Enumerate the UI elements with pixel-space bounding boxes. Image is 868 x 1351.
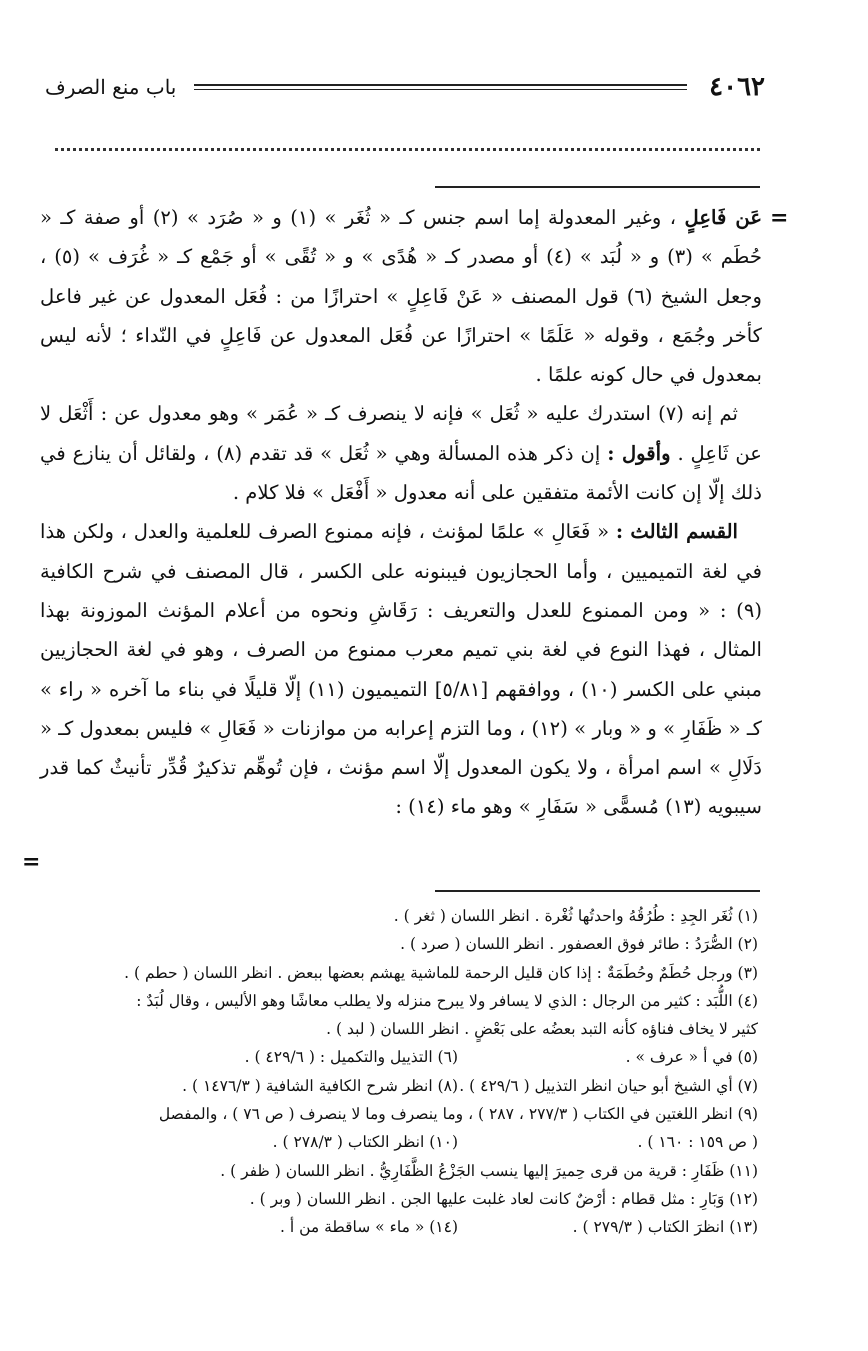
section-heading: القسم الثالث : [615,520,739,544]
continuation-rule [435,186,760,188]
header-rule [194,84,687,90]
footnote-row [52,1213,758,1241]
footnote-rule [435,890,760,892]
paragraph-text: إن ذكر هذه المسألة وهي « ثُعَل » قد تقدم (٨) ، ولقائل أن ينازع في ذلك إلّا إن كانت الأئمة متفقين على أنه معدول « أَفْعَل » فلا كلام . [40,441,762,505]
footnote: (٧) أي الشيخ أبو حيان انظر التذييل ( ٤٢٩/٦ ) . [459,1076,758,1095]
footnote: (١٣) انظرَ الكتاب ( ٢٧٩/٣ ) . [572,1218,758,1237]
footnote: (٩) انظر اللغتين في الكتاب ( ٢٧٧/٣ ، ٢٨٧ ) ، وما ينصرف وما لا ينصرف ( ص ٧٦ ) ، والمفصل [158,1105,758,1124]
paragraph-lead: عَن فَاعِلٍ [684,206,763,229]
paragraph-text: « فَعَالِ » علمًا لمؤنث ، فإنه ممنوع الصرف للعلمية والعدل ، ولكن هذا في لغة التميميين ، وأما الحجازيون فيبنونه على الكسر ، قال المصنف في شرح الكافية (٩) : « ومن الممنوع للعدل والتعريف : رَقَاشِ ونحوه من أعلام المؤنث الموزونة بهذا المثال ، فهذا النوع في لغة بني تميم معرب ممنوع من الصرف ، وهو في لغة الحجازيين مبني على الكسر (١٠) ، ووافقهم [٥/٨١] التميميون (١١) إلّا قليلًا في بناء ما آخره « راء » كـ « ظَفَارِ » و « وبار » (١٢) ، وما التزم إعرابه من موازنات « فَعَالِ » فليس بمعدول كـ « دَلَالِ » اسم امرأة ، ولا يكون المعدول إلّا اسم مؤنث ، فإن تُوهِّم تذكيرٌ قُدِّر تأنيثٌ كما قدر سيبويه (١٣) مُسمًّى « سَفَارِ » وهو ماء (١٤) : [40,520,763,819]
footnote: (٤) اللُّبَد : كثير من الرجال : الذي لا يسافر ولا يبرح منزله ولا يطلب معاشًا وهو الأليس ، وقال لُبَدٌ : [136,991,758,1010]
footnote: (١١) ظَفَارِ : قرية من قرى حِميرَ إليها ينسب الجَزْعُ الظَّفَارِيُّ . انظر اللسان ( ظفر ) . [220,1161,758,1180]
footnote: ( ص ١٥٩ : ١٦٠ ) . [637,1133,758,1152]
footnote: (١٢) وَبَارِ : مثل قطام : أرْضٌ كانت لعاد غلبت عليها الجن . انظر اللسان ( وبر ) . [249,1189,758,1208]
footnote-row [52,1128,758,1156]
continuation-mark-start: = [770,205,789,231]
footnotes [52,902,758,1242]
footnote-row [52,1043,758,1071]
footnote: كثير لا يخاف فناؤه كأنه التبد بعضُه على بَعْضٍ . انظر اللسان ( لبد ) . [326,1020,758,1039]
paragraph-lead: وأقول : [607,441,671,465]
page-header [45,70,765,104]
chapter-title: باب منع الصرف [45,75,177,99]
page-number: ٤٠٦٢ [709,72,765,102]
paragraph-text: ، وغير المعدولة إما اسم جنس كـ « ثُغَر » (١) و « صُرَد » (٢) أو صفة كـ « حُطَم » (٣) و « لُبَد » (٤) أو مصدر كـ « هُدًى » و « تُقًى » أو جَمْع كـ « غُرَف » (٥) ، وجعل الشيخ (٦) قول المصنف « عَنْ فَاعِلٍ » احترازًا من : فُعَل المعدول عن غير فاعل كأخر وجُمَع ، وقوله « عَلَمًا » احترازًا عن فُعَل المعدول عن فَاعِلٍ في النّداء ؛ لأنه ليس بمعدول في حال كونه علمًا . [40,206,762,387]
footnote: (٦) التذييل والتكميل : ( ٤٢٩/٦ ) . [244,1048,458,1067]
footnote-row [52,1072,758,1100]
paragraph [40,198,762,394]
footnote: (٣) ورجل حُطَمٌ وحُطَمَةٌ : إذا كان قليل الرحمة للماشية يهشم بعضها ببعض . انظر اللسان ( حطم ) . [124,963,758,982]
paragraph-text: ثم إنه (٧) استدرك عليه « ثُعَل » فإنه لا ينصرف كـ « عُمَر » وهو معدول عن : أَثْعَل لا عن ثَاعِلٍ . [40,402,762,465]
main-text [40,198,762,827]
continuation-mark-end: = [22,849,41,875]
paragraph [40,394,762,512]
footnote: (٥) في أ « عرف » . [625,1048,758,1067]
footnote: (٨) انظر شرح الكافية الشافية ( ١٤٧٦/٣ ) . [182,1076,458,1095]
paragraph [40,512,762,826]
dotted-separator [55,148,760,151]
footnote: (١٠) انظر الكتاب ( ٢٧٨/٣ ) . [272,1133,458,1152]
footnote: (١٤) « ماء » ساقطة من أ . [279,1218,458,1237]
footnote: (٢) الصُّرَدُ : طائر فوق العصفور . انظر اللسان ( صرد ) . [400,935,758,954]
footnote: (١) ثُغَر الجِدِ : طُرُقُهُ واحدتُها ثُغْرة . انظر اللسان ( ثغر ) . [393,907,758,925]
